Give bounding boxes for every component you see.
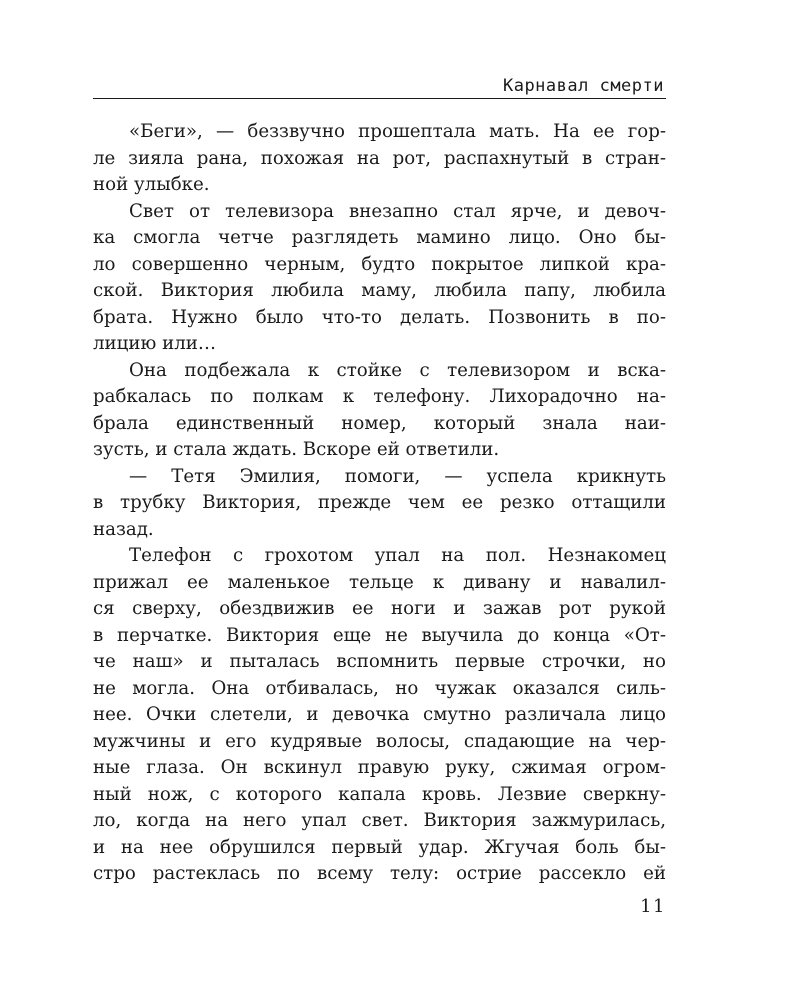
text-line: рабкалась по полкам к телефону. Лихорадочно на-: [93, 386, 666, 407]
text-line: лицию или…: [93, 333, 217, 354]
text-line: брата. Нужно было что-то делать. Позвонить в по-: [93, 306, 666, 328]
text-line: в перчатке. Виктория еще не выучила до конца «От-: [93, 624, 666, 646]
text-line: ле зияла рана, похожая на рот, распахнутый в стран-: [93, 147, 666, 169]
text-line: ской. Виктория любила маму, любила папу, любила: [93, 280, 666, 301]
text-line: ные глаза. Он вскинул правую руку, сжимая огром-: [93, 757, 666, 778]
text-line: брала единственный номер, который знала наи-: [93, 412, 666, 434]
text-line: Телефон с грохотом упал на пол. Незнакомец: [129, 545, 666, 566]
text-line: че наш» и пыталась вспомнить первые строчки, но: [93, 651, 666, 672]
page-number: 11: [640, 896, 666, 917]
text-line: зусть, и стала ждать. Вскоре ей ответили.: [93, 439, 500, 460]
text-line: ка смогла четче разглядеть мамино лицо. Оно бы-: [93, 227, 666, 248]
text-line: ный нож, с которого капала кровь. Лезвие сверкну-: [93, 783, 666, 805]
text-line: Она подбежала к стойке с телевизором и вска-: [129, 359, 666, 381]
text-line: в трубку Виктория, прежде чем ее резко оттащили: [93, 492, 666, 513]
page-body: [93, 119, 666, 888]
book-title: Карнавал смерти: [502, 76, 664, 96]
text-line: и на нее обрушился первый удар. Жгучая боль бы-: [93, 836, 666, 858]
text-line: назад.: [93, 518, 154, 540]
text-line: ло, когда на него упал свет. Виктория зажмурилась,: [93, 810, 666, 831]
text-line: Свет от телевизора внезапно стал ярче, и девоч-: [129, 200, 666, 222]
text-line: — Тетя Эмилия, помоги, — успела крикнуть: [129, 465, 666, 487]
text-line: прижал ее маленькое тельце к дивану и навалил-: [93, 571, 666, 593]
text-line: ся сверху, обездвижив ее ноги и зажав рот рукой: [93, 598, 666, 619]
text-line: ной улыбке.: [93, 174, 210, 195]
running-header: [93, 74, 666, 99]
text-line: стро растеклась по всему телу: острие рассекло ей: [93, 863, 666, 884]
text-line: нее. Очки слетели, и девочка смутно различала лицо: [93, 704, 666, 725]
text-line: «Беги», — беззвучно прошептала мать. На ее гор-: [129, 121, 666, 142]
text-line: мужчины и его кудрявые волосы, спадающие на чер-: [93, 730, 666, 752]
text-line: не могла. Она отбивалась, но чужак оказался силь-: [93, 677, 666, 699]
text-line: ло совершенно черным, будто покрытое липкой кра-: [93, 253, 666, 275]
